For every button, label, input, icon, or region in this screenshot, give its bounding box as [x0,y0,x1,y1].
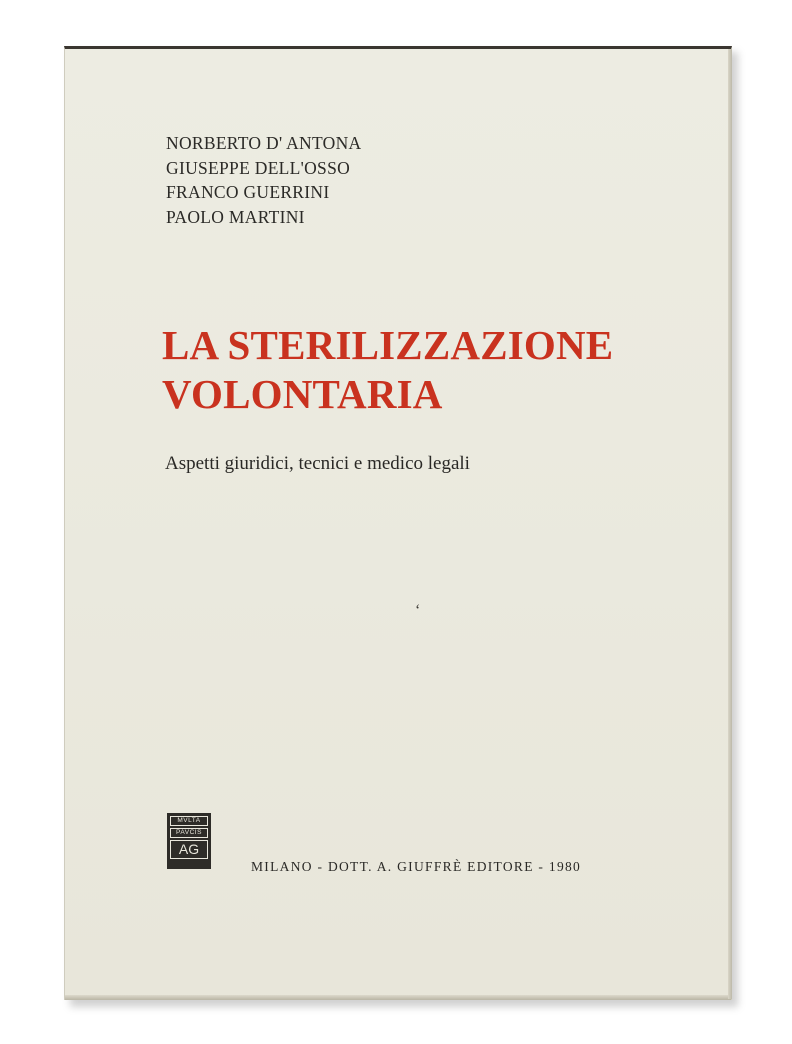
book-title [162,321,613,419]
book-title-line: LA STERILIZZAZIONE [162,322,614,368]
author-name: NORBERTO D' ANTONA [166,133,362,153]
publisher-imprint: MILANO - DOTT. A. GIUFFRÈ EDITORE - 1980 [251,859,582,874]
author-list [166,131,361,229]
ink-mark: ʻ [415,602,421,619]
author-name: FRANCO GUERRINI [166,182,330,202]
book-subtitle: Aspetti giuridici, tecnici e medico legali [165,453,470,474]
logo-text: MVLTA [170,816,208,826]
author-name: GIUSEPPE DELL'OSSO [166,157,351,178]
book-title-line: VOLONTARIA [162,371,443,417]
publisher-logo [167,813,211,869]
book-cover [64,46,732,1000]
logo-text: AG [170,840,208,859]
author-name: PAOLO MARTINI [166,206,305,227]
logo-text: PAVCIS [170,828,208,838]
